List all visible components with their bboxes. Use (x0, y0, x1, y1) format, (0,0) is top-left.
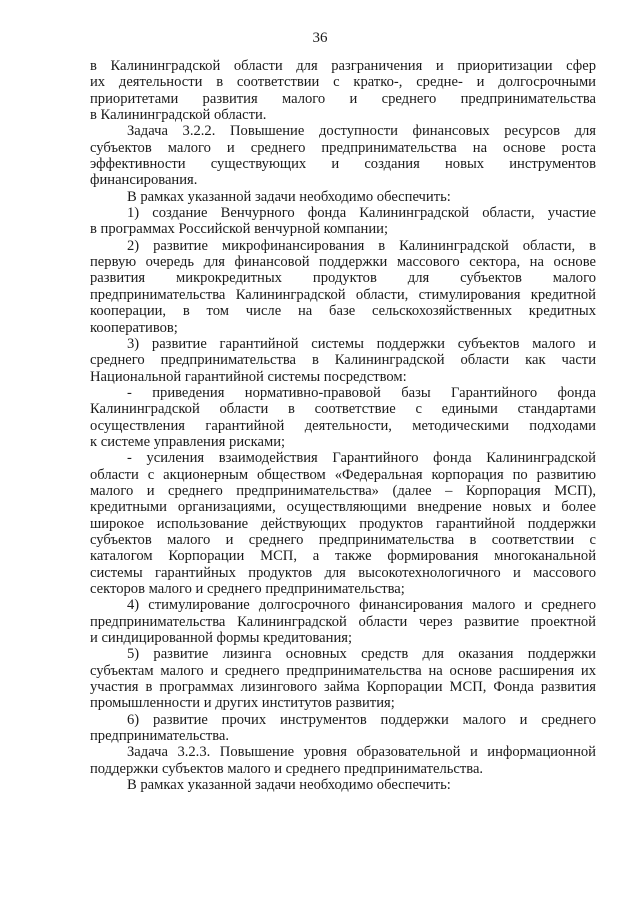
text-line: развития микрокредитных продуктов для субъектов малого (90, 270, 596, 287)
page-number: 36 (312, 30, 328, 46)
text-line: и синдицированной формы кредитования; (90, 630, 353, 647)
text-line: В рамках указанной задачи необходимо обеспечить: (127, 777, 451, 794)
text-line: поддержки субъектов малого и среднего предпринимательства. (90, 760, 484, 777)
text-line: кооперации, в том числе на базе сельскохозяйственных кредитных (90, 303, 596, 320)
text-line: секторов малого и среднего предпринимательства; (90, 581, 405, 597)
text-line: В рамках указанной задачи необходимо обеспечить: (127, 188, 451, 205)
text-line: предпринимательства. (90, 728, 230, 745)
text-line: - приведения нормативно-правовой базы Гарантийного фонда (127, 384, 596, 401)
text-line: Задача 3.2.2. Повышение доступности финансовых ресурсов для (127, 123, 596, 140)
text-line: субъектов малого и среднего предпринимательства в соответствии с (90, 531, 596, 548)
text-line: кооперативов; (90, 319, 178, 336)
text-line: 4) стимулирование долгосрочного финансирования малого и среднего (127, 597, 596, 614)
text-line: предпринимательства Калининградской области, стимулирования кредитной (90, 286, 596, 303)
text-line: в программах Российской венчурной компании; (90, 221, 389, 238)
text-line: области с акционерным обществом «Федеральная корпорация по развитию (90, 466, 596, 483)
text-line: осуществления гарантийной деятельности, методическими подходами (90, 417, 596, 434)
text-line: Калининградской области в соответствие с едиными стандартами (90, 401, 596, 418)
text-line: финансирования. (90, 172, 198, 189)
text-line: первую очередь для финансовой поддержки массового сектора, на основе (90, 254, 596, 271)
text-line: системы гарантийных продуктов для высокотехнологичного и массового (90, 564, 596, 581)
text-line: 5) развитие лизинга основных средств для оказания поддержки (127, 646, 596, 663)
text-line: в Калининградской области для разграничения и приоритизации сфер (90, 58, 596, 74)
text-line: кредитными организациями, осуществляющими внедрение новых и более (90, 499, 596, 516)
text-line: среднего предпринимательства в Калининградской области как части (90, 352, 596, 369)
text-line: промышленности и других институтов развития; (90, 695, 395, 712)
text-line: эффективности существующих и создания новых инструментов (90, 156, 596, 173)
text-line: предпринимательства Калининградской области через развитие проектной (90, 613, 596, 630)
text-line: Задача 3.2.3. Повышение уровня образовательной и информационной (127, 744, 596, 761)
text-line: 2) развитие микрофинансирования в Калининградской области, в (127, 237, 596, 254)
document-body (90, 58, 596, 793)
text-line: к системе управления рисками; (90, 433, 286, 450)
text-line: - усиления взаимодействия Гарантийного фонда Калининградской (127, 450, 596, 467)
text-line: их деятельности в соответствии с кратко-, средне- и долгосрочными (90, 74, 596, 91)
text-line: Национальной гарантийной системы посредством: (90, 368, 407, 385)
text-line: субъектов малого и среднего предпринимательства на основе роста (90, 139, 596, 156)
text-line: субъектам малого и среднего предпринимательства на основе расширения их (90, 662, 596, 679)
text-line: каталогом Корпорации МСП, а также формирования многоканальной (90, 548, 596, 565)
text-line: 6) развитие прочих инструментов поддержки малого и среднего (127, 711, 596, 728)
text-line: 1) создание Венчурного фонда Калининградской области, участие (127, 205, 596, 222)
text-line: 3) развитие гарантийной системы поддержки субъектов малого и (127, 335, 596, 352)
text-line: широкое использование действующих продуктов гарантийной поддержки (90, 515, 596, 532)
text-line: приоритетами развития малого и среднего предпринимательства (90, 90, 596, 107)
text-line: участия в программах лизингового займа Корпорации МСП, Фонда развития (90, 679, 596, 696)
text-line: в Калининградской области. (90, 107, 267, 124)
text-line: малого и среднего предпринимательства» (далее – Корпорация МСП), (90, 482, 596, 499)
